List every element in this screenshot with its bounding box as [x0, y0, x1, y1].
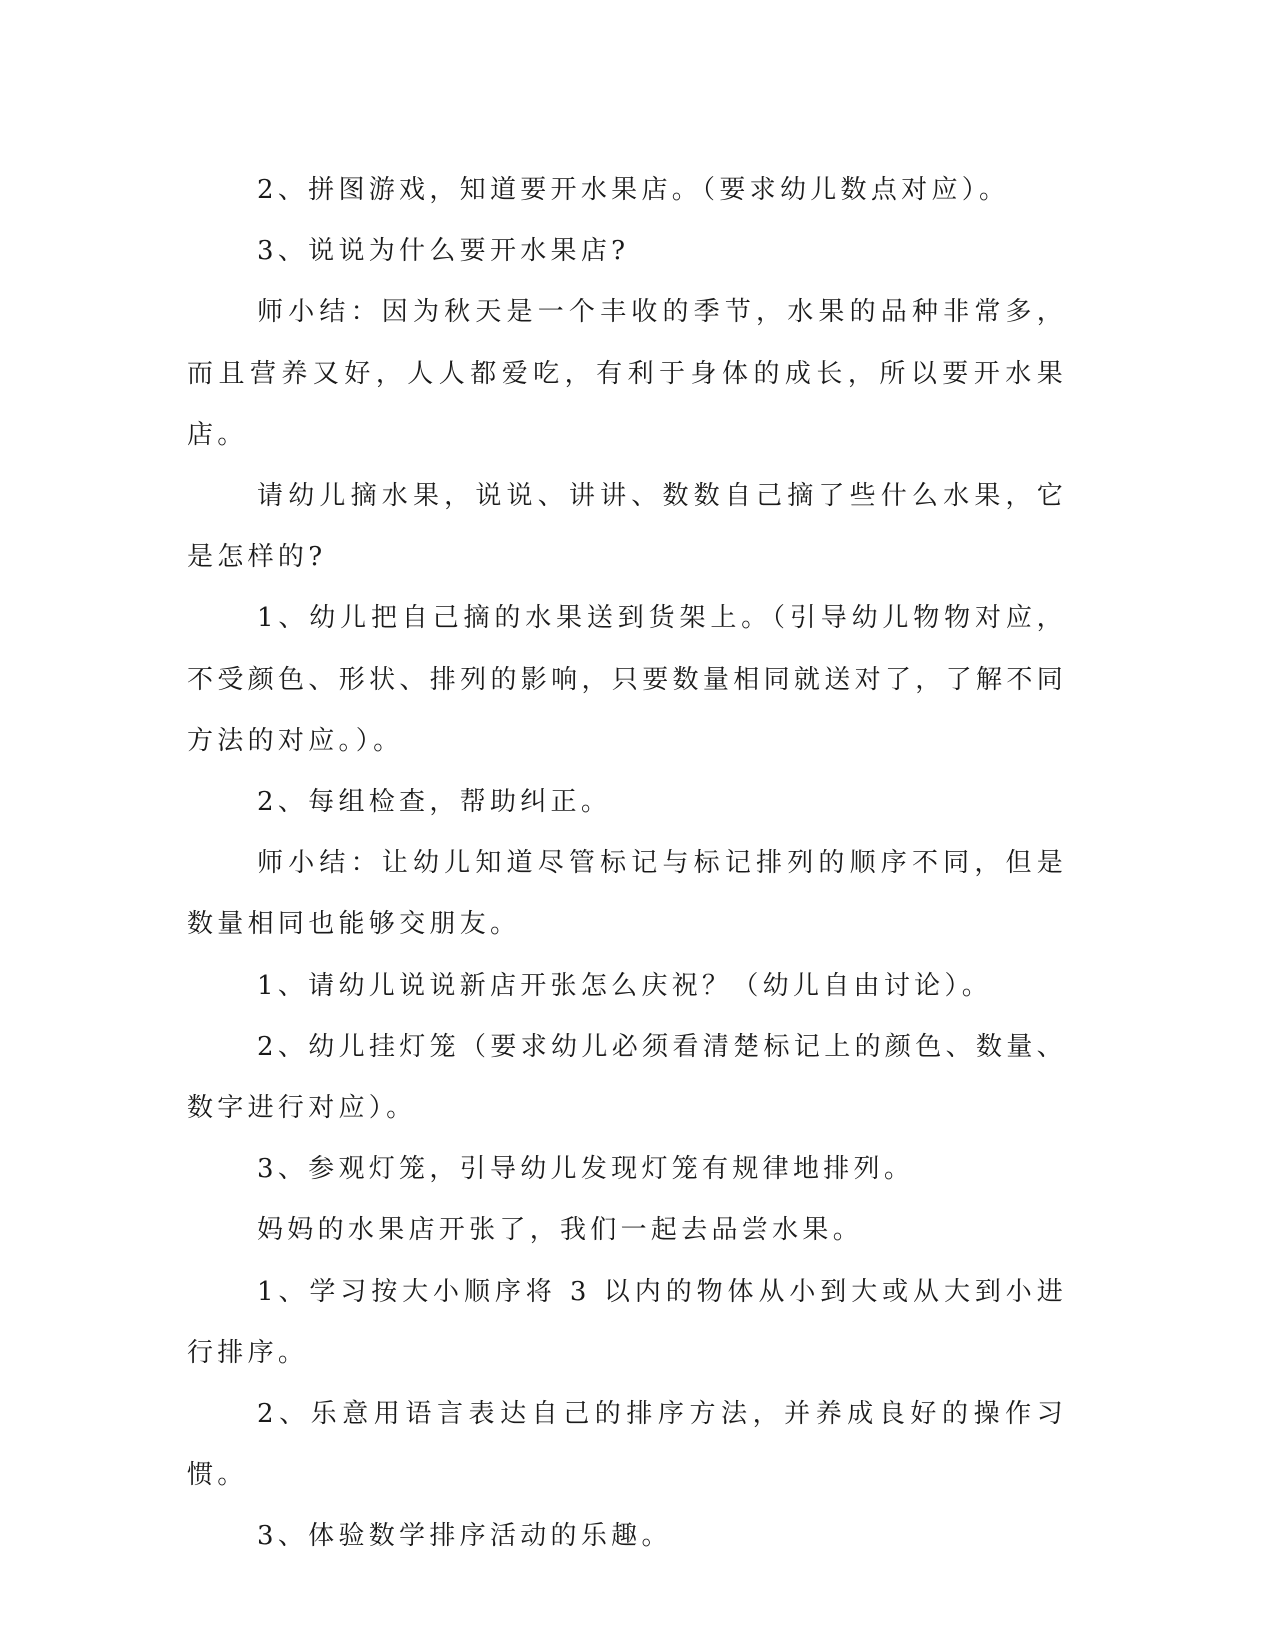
- paragraph-1: 2、拼图游戏，知道要开水果店。（要求幼儿数点对应）。: [257, 175, 1010, 205]
- paragraph-7: 师小结：让幼儿知道尽管标记与标记排列的顺序不同，但是数量相同也能够交朋友。: [187, 848, 1067, 940]
- paragraph-10: 3、参观灯笼，引导幼儿发现灯笼有规律地排列。: [257, 1154, 915, 1185]
- paragraph-9: 2、幼儿挂灯笼（要求幼儿必须看清楚标记上的颜色、数量、数字进行对应）。: [187, 1031, 1067, 1124]
- paragraph-6: 2、每组检查，帮助纠正。: [257, 787, 612, 818]
- document-body: [187, 160, 1067, 1568]
- paragraph-11: 妈妈的水果店开张了，我们一起去品尝水果。: [257, 1215, 864, 1246]
- paragraph-12: 1、学习按大小顺序将 3 以内的物体从小到大或从大到小进行排序。: [187, 1276, 1067, 1368]
- paragraph-2: 3、说说为什么要开水果店?: [257, 236, 630, 267]
- paragraph-8: 1、请幼儿说说新店开张怎么庆祝？（幼儿自由讨论）。: [257, 970, 993, 1001]
- paragraph-4: 请幼儿摘水果，说说、讲讲、数数自己摘了些什么水果，它是怎样的?: [187, 481, 1067, 573]
- paragraph-5: 1、幼儿把自己摘的水果送到货架上。（引导幼儿物物对应，不受颜色、形状、排列的影响，只要数量相同就送对了，了解不同方法的对应。）。: [187, 603, 1067, 756]
- paragraph-13: 2、乐意用语言表达自己的排序方法，并养成良好的操作习惯。: [187, 1399, 1067, 1491]
- paragraph-3: 师小结：因为秋天是一个丰收的季节，水果的品种非常多，而且营养又好，人人都爱吃，有利于身体的成长，所以要开水果店。: [187, 297, 1067, 450]
- paragraph-14: 3、体验数学排序活动的乐趣。: [257, 1521, 672, 1552]
